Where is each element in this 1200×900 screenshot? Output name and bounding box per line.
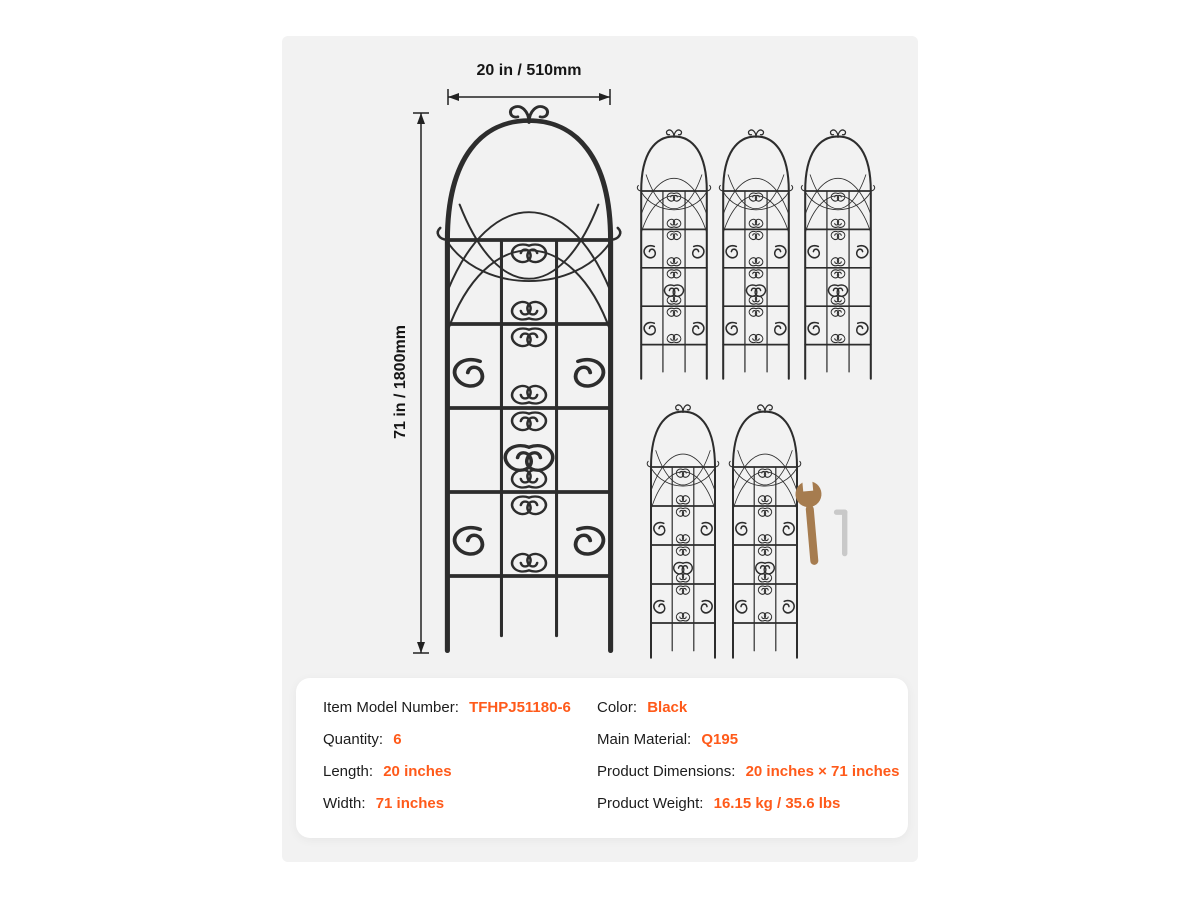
spec-value: Q195 bbox=[701, 731, 739, 748]
trellis-panel-5 bbox=[725, 402, 805, 662]
spec-row-width bbox=[323, 788, 571, 820]
spec-label: Product Dimensions: bbox=[597, 763, 736, 780]
trellis-panel-1 bbox=[633, 127, 715, 383]
spec-row-model bbox=[323, 692, 571, 724]
hex-key-icon bbox=[833, 503, 851, 561]
trellis-panel-2 bbox=[715, 127, 797, 383]
spec-value: 20 inches × 71 inches bbox=[745, 763, 900, 780]
spec-value: 20 inches bbox=[383, 763, 452, 780]
trellis-panel-4 bbox=[643, 402, 723, 662]
spec-card bbox=[296, 678, 908, 838]
spec-label: Main Material: bbox=[597, 731, 692, 748]
spec-row-quantity bbox=[323, 724, 571, 756]
spec-value: 16.15 kg / 35.6 lbs bbox=[713, 795, 841, 812]
spec-column-right bbox=[597, 692, 899, 820]
spec-value: TFHPJ51180-6 bbox=[469, 699, 571, 716]
spec-row-weight bbox=[597, 788, 899, 820]
spec-label: Quantity: bbox=[323, 731, 384, 748]
spec-value: 71 inches bbox=[375, 795, 445, 812]
width-dimension-label: 20 in / 510mm bbox=[476, 62, 582, 79]
spec-row-color bbox=[597, 692, 899, 724]
spec-row-length bbox=[323, 756, 571, 788]
spec-value: Black bbox=[647, 699, 688, 716]
spec-row-dimensions bbox=[597, 756, 899, 788]
trellis-large-illustration bbox=[427, 100, 631, 660]
spec-label: Color: bbox=[597, 699, 638, 716]
spec-label: Width: bbox=[323, 795, 366, 812]
spec-row-material bbox=[597, 724, 899, 756]
spec-label: Product Weight: bbox=[597, 795, 704, 812]
trellis-panel-3 bbox=[797, 127, 879, 383]
height-dimension-label: 71 in / 1800mm bbox=[392, 325, 409, 439]
spec-label: Length: bbox=[323, 763, 374, 780]
spec-column-left bbox=[323, 692, 571, 820]
spec-label: Item Model Number: bbox=[323, 699, 459, 716]
spec-value: 6 bbox=[393, 731, 402, 748]
